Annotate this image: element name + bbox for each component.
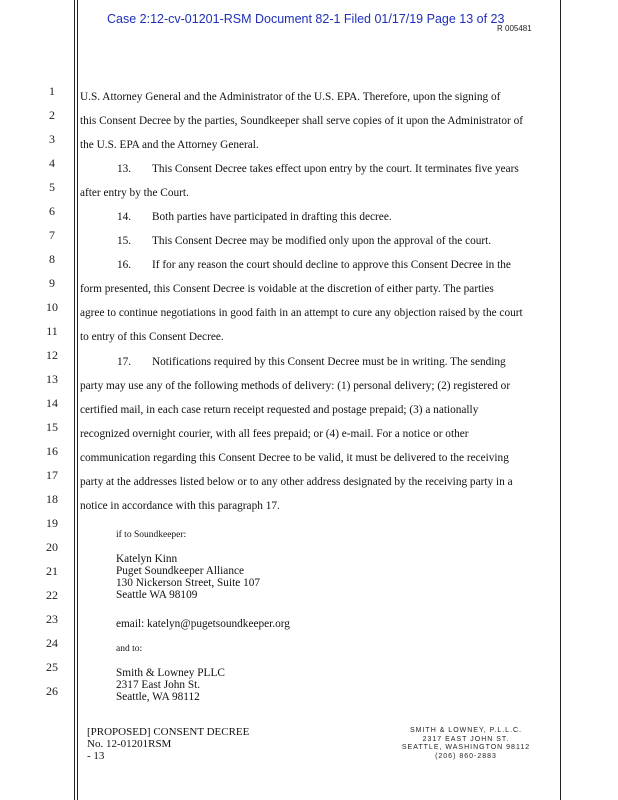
text-line: agree to continue negotiations in good faith in an attempt to cure any objection raised by the court xyxy=(80,307,523,319)
footer-page-number: - 13 xyxy=(87,750,105,762)
text-line: This Consent Decree takes effect upon entry by the court. It terminates five years xyxy=(152,163,519,175)
firm-street: 2317 EAST JOHN ST. xyxy=(422,735,510,743)
line-number: 5 xyxy=(49,180,55,194)
line-number: 22 xyxy=(46,588,58,602)
paragraph-14 xyxy=(117,211,392,223)
text-line: communication regarding this Consent Decree to be valid, it must be delivered to the receiving xyxy=(80,452,509,464)
left-margin-rule xyxy=(74,0,75,800)
footer-caption xyxy=(87,726,249,762)
address-line: 2317 East John St. xyxy=(116,679,201,691)
line-number: 23 xyxy=(46,612,58,626)
soundkeeper-address xyxy=(116,553,260,601)
line-number: 25 xyxy=(46,660,58,674)
firm-city: SEATTLE, WASHINGTON 98112 xyxy=(401,744,531,751)
line-number: 19 xyxy=(46,516,58,530)
footer-title: [PROPOSED] CONSENT DECREE xyxy=(87,726,250,738)
text-line: notice in accordance with this paragraph 17. xyxy=(80,500,280,512)
paragraph-13 xyxy=(117,163,519,175)
line-number: 1 xyxy=(49,84,55,98)
line-number: 16 xyxy=(46,444,58,458)
text-line: This Consent Decree may be modified only upon the approval of the court. xyxy=(152,235,492,247)
line-number: 6 xyxy=(49,204,55,218)
line-number: 18 xyxy=(46,492,58,506)
smith-lowney-address xyxy=(116,667,225,703)
text-line: Both parties have participated in drafting this decree. xyxy=(152,211,392,223)
line-number: 10 xyxy=(46,300,58,314)
line-number: 11 xyxy=(46,324,58,338)
left-margin-rule-inner xyxy=(77,0,78,800)
line-number: 3 xyxy=(49,132,55,146)
footer-case-number: No. 12-01201RSM xyxy=(87,738,172,750)
text-line: Notifications required by this Consent Decree must be in writing. The sending xyxy=(152,356,506,368)
paragraph-16 xyxy=(117,259,511,271)
address-line: Puget Soundkeeper Alliance xyxy=(116,565,244,577)
text-line: party at the addresses listed below or to any other address designated by the receiving party in a xyxy=(80,476,513,488)
text-line: the U.S. EPA and the Attorney General. xyxy=(80,139,259,151)
line-number: 2 xyxy=(49,108,55,122)
paragraph-number: 14. xyxy=(117,211,132,223)
line-number: 20 xyxy=(46,540,58,554)
text-line: to entry of this Consent Decree. xyxy=(80,331,224,343)
line-number: 17 xyxy=(46,468,58,482)
firm-phone: (206) 860-2883 xyxy=(435,752,497,760)
line-number: 15 xyxy=(46,420,58,434)
soundkeeper-email: email: katelyn@pugetsoundkeeper.org xyxy=(116,618,290,630)
text-line: after entry by the Court. xyxy=(80,187,189,199)
text-line: recognized overnight courier, with all fees prepaid; or (4) e-mail. For a notice or other xyxy=(80,428,469,440)
paragraph-number: 17. xyxy=(117,356,132,368)
firm-name: SMITH & LOWNEY, P.L.L.C. xyxy=(409,727,523,734)
bates-number: R 005481 xyxy=(497,24,532,33)
text-line: certified mail, in each case return receipt requested and postage prepaid; (3) a nationally xyxy=(80,404,479,416)
text-line: If for any reason the court should decline to approve this Consent Decree in the xyxy=(152,259,511,271)
text-line: U.S. Attorney General and the Administrator of the U.S. EPA. Therefore, upon the signing of xyxy=(80,91,501,103)
paragraph-number: 15. xyxy=(117,235,132,247)
paragraph-number: 13. xyxy=(117,163,132,175)
address-line: Seattle, WA 98112 xyxy=(116,691,200,703)
firm-block xyxy=(396,727,536,761)
address-line: Katelyn Kinn xyxy=(116,553,178,565)
address-line: Smith & Lowney PLLC xyxy=(116,667,225,679)
line-number: 12 xyxy=(46,348,58,362)
line-number: 26 xyxy=(46,684,58,698)
line-number: 4 xyxy=(49,156,55,170)
line-number: 21 xyxy=(46,564,58,578)
line-number: 7 xyxy=(49,228,55,242)
text-line: this Consent Decree by the parties, Soundkeeper shall serve copies of it upon the Administrator of xyxy=(80,115,523,127)
line-number: 24 xyxy=(46,636,58,650)
text-line: form presented, this Consent Decree is voidable at the discretion of either party. The parties xyxy=(80,283,494,295)
address-line: 130 Nickerson Street, Suite 107 xyxy=(116,577,261,589)
soundkeeper-label: if to Soundkeeper: xyxy=(116,530,187,540)
line-number: 13 xyxy=(46,372,58,386)
line-number: 8 xyxy=(49,252,55,266)
and-to-label: and to: xyxy=(116,644,143,654)
line-number: 9 xyxy=(49,276,55,290)
text-line: party may use any of the following methods of delivery: (1) personal delivery; (2) registered or xyxy=(80,380,511,392)
paragraph-number: 16. xyxy=(117,259,132,271)
paragraph-17 xyxy=(117,356,506,368)
right-margin-rule xyxy=(560,0,561,800)
paragraph-15 xyxy=(117,235,491,247)
line-number: 14 xyxy=(46,396,58,410)
address-line: Seattle WA 98109 xyxy=(116,589,198,601)
ecf-header: Case 2:12-cv-01201-RSM Document 82-1 Filed 01/17/19 Page 13 of 23 xyxy=(107,12,505,26)
